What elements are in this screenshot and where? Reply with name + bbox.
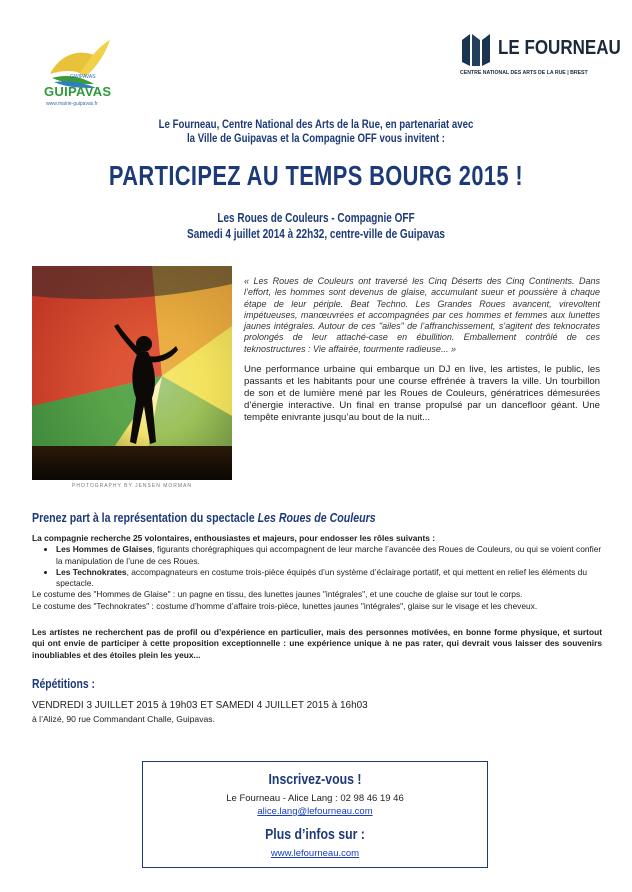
subtitle bbox=[63, 210, 569, 242]
guipavas-logo bbox=[40, 34, 120, 114]
repetitions-place: à l’Alizé, 90 rue Commandant Challe, Guipavas. bbox=[32, 714, 215, 724]
repetitions-dates: VENDREDI 3 JUILLET 2015 à 19h03 ET SAMEDI 4 JUILLET 2015 à 16h03 bbox=[32, 700, 368, 711]
website-link[interactable]: www.lefourneau.com bbox=[270, 848, 360, 859]
contact-line: Le Fourneau - Alice Lang : 02 98 46 19 46 bbox=[226, 793, 404, 804]
intro-line-2: la Ville de Guipavas et la Compagnie OFF vous invitent : bbox=[186, 133, 446, 145]
photo-credit: PHOTOGRAPHY BY JENSEN MORMAN bbox=[72, 483, 192, 489]
guipavas-name: GUIPAVAS bbox=[44, 84, 112, 99]
role-name: Les Hommes de Glaises bbox=[56, 544, 153, 555]
role-name: Les Technokrates bbox=[56, 566, 127, 577]
fourneau-tagline: CENTRE NATIONAL DES ARTS DE LA RUE | BREST bbox=[460, 70, 588, 76]
info-title: Plus d’infos sur : bbox=[265, 826, 365, 843]
roles-block bbox=[32, 533, 602, 612]
role-text: , figurants chorégraphiques qui accompagnent de leur marche l’avancée des Roues de Couleurs, ou qui se voient confier la manipulation de l’une de ces Roues. bbox=[56, 544, 602, 566]
intro-line-1: Le Fourneau, Centre National des Arts de la Rue, en partenariat avec bbox=[158, 119, 474, 131]
intro bbox=[51, 118, 582, 146]
signup-title: Inscrivez-vous ! bbox=[268, 771, 362, 788]
fourneau-emblem-icon bbox=[460, 32, 494, 68]
repetitions-title: Répétitions : bbox=[32, 676, 95, 691]
guipavas-small: GWIPAVAS bbox=[70, 74, 96, 80]
list-item bbox=[56, 567, 602, 590]
roles-lead: La compagnie recherche 25 volontaires, enthousiastes et majeurs, pour endosser les rôles suivants : bbox=[32, 533, 436, 543]
role-text: , accompagnateurs en costume trois-pièce équipés d’un système d’éclairage portatif, et qui mettent en relief les éléments du spectacle. bbox=[56, 566, 588, 589]
subtitle-line-1: Les Roues de Couleurs - Compagnie OFF bbox=[217, 211, 415, 225]
section-title bbox=[32, 511, 376, 525]
fourneau-name: LE FOURNEAU bbox=[498, 37, 621, 59]
contact-box bbox=[142, 761, 488, 868]
section-title-prefix: Prenez part à la représentation du spectacle bbox=[32, 511, 258, 525]
description: Une performance urbaine qui embarque un DJ en live, les artistes, le public, les passants et les habitants pour une course effrénée à travers la ville. Un tourbillon de son et de lumière mené par les Roues de Couleurs, génératrices démesurées d’énergie interactive. Un final en transe propulsé par un dancefloor géant. Une tempête enivrante jusqu’au bout de la nuit... bbox=[244, 364, 600, 423]
fourneau-logo bbox=[460, 32, 630, 82]
page-title: PARTICIPEZ AU TEMPS BOURG 2015 ! bbox=[108, 160, 524, 191]
section-title-show: Les Roues de Couleurs bbox=[257, 511, 376, 525]
roles-list bbox=[32, 544, 602, 589]
performance-photo bbox=[32, 266, 232, 480]
contact-email-link[interactable]: alice.lang@lefourneau.com bbox=[257, 806, 373, 817]
guipavas-url: www.mairie-guipavas.fr bbox=[46, 101, 98, 107]
costume-technokrates: Le costume des "Technokrates" : costume d’homme d’affaire trois-pièce, lunettes jaunes "intégrales", glaise sur le visage et les cheveux. bbox=[32, 600, 538, 611]
quote: « Les Roues de Couleurs ont traversé les Cinq Déserts des Cinq Continents. Dans l’effort, les hommes sont devenus de glaise, accumulant sueur et poussière à chaque étape de leur périple. Beat Techno. Les Grandes Roues avancent, virevoltent impétueuses, manœuvrées et accompagnées par ces hommes et femmes aux lunettes jaunes intégrales. Autour de ces "ailes" de l’affranchissement, s’agitent des teknocrates prolongés de leur attaché-case en ébullition. Emballement contrôlé de ces teknostructures : Vie affairée, tourmente radieuse... » bbox=[244, 276, 600, 354]
costume-glaise: Le costume des "Hommes de Glaise" : un pagne en tissu, des lunettes jaunes "intégrales", et une couche de glaise sur tout le corps. bbox=[32, 589, 523, 600]
artists-paragraph: Les artistes ne recherchent pas de profil ou d’expérience en particulier, mais des personnes motivées, en bonne forme physique, et surtout qui ont envie de participer à cette proposition exceptionnelle : une expérience unique à ne pas rater, qui devrait vous laisser des souvenirs inoubliables et des étoiles plein les yeux... bbox=[32, 627, 602, 660]
subtitle-line-2: Samedi 4 juillet 2014 à 22h32, centre-ville de Guipavas bbox=[187, 227, 445, 241]
list-item bbox=[56, 544, 602, 567]
